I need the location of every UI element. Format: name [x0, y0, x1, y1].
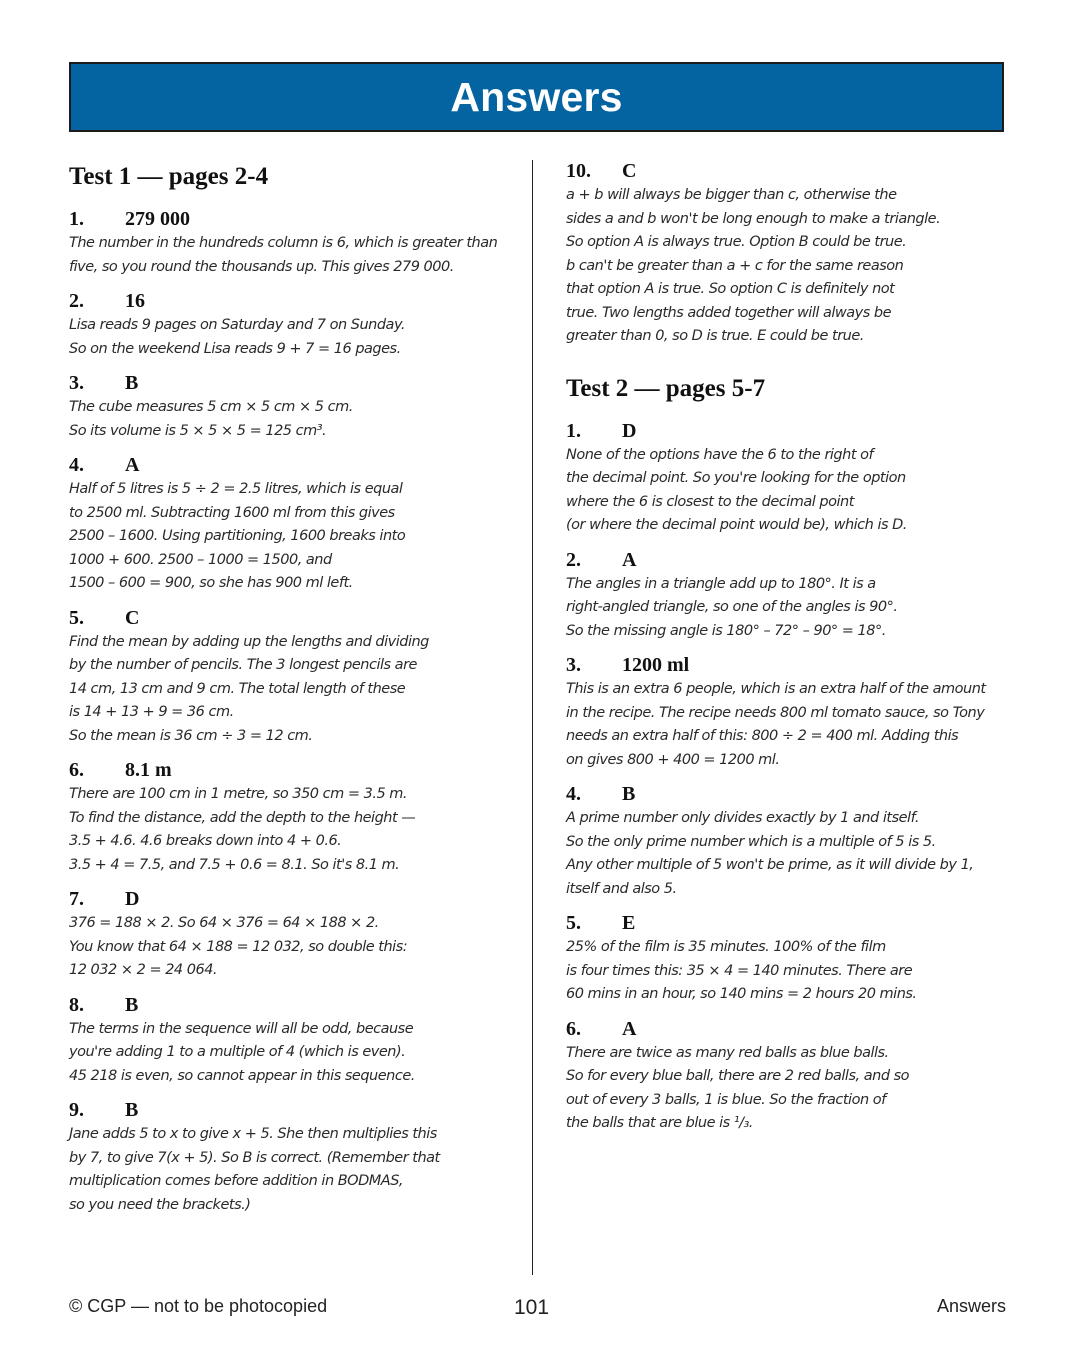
- answer-heading: [69, 206, 519, 232]
- explanation-line: by 7, to give 7(x + 5). So B is correct. (Remember that: [69, 1149, 440, 1166]
- explanation-line: you're adding 1 to a multiple of 4 (which is even).: [69, 1044, 406, 1060]
- explanation-line: five, so you round the thousands up. This gives 279 000.: [69, 258, 454, 275]
- question-number: 3.: [69, 372, 84, 394]
- answer-value: B: [622, 783, 636, 805]
- explanation-line: A prime number only divides exactly by 1 and itself.: [566, 810, 920, 826]
- explanation-line: 3.5 + 4.6. 4.6 breaks down into 4 + 0.6.: [69, 833, 342, 849]
- answer-item: [69, 886, 519, 983]
- answer-value: C: [125, 606, 140, 629]
- explanation-line: 1500 – 600 = 900, so she has 900 ml left.: [69, 575, 353, 591]
- explanation-line: So on the weekend Lisa reads 9 + 7 = 16 pages.: [69, 340, 401, 357]
- explanation-line: To find the distance, add the depth to the height —: [69, 809, 416, 826]
- explanation-line: Jane adds 5 to x to give x + 5. She then multiplies this: [69, 1126, 437, 1142]
- explanation-line: 12 032 × 2 = 24 064.: [69, 962, 218, 978]
- question-number: 5.: [69, 606, 84, 629]
- explanation-line: in the recipe. The recipe needs 800 ml tomato sauce, so Tony: [566, 704, 985, 721]
- question-number: 5.: [566, 912, 581, 934]
- question-number: 6.: [69, 759, 84, 781]
- answer-heading: [566, 652, 1016, 678]
- answer-explanation: [69, 478, 519, 596]
- question-number: 2.: [566, 548, 581, 571]
- explanation-line: 45 218 is even, so cannot appear in this sequence.: [69, 1067, 415, 1084]
- explanation-line: a + b will always be bigger than c, otherwise the: [566, 187, 897, 203]
- answer-heading: [566, 1016, 1016, 1042]
- explanation-line: So the missing angle is 180° – 72° – 90° = 18°.: [566, 622, 886, 639]
- answer-explanation: [69, 396, 519, 443]
- answer-heading: [566, 547, 1016, 573]
- answer-heading: [69, 452, 519, 478]
- left-column: [69, 160, 519, 1226]
- answer-item: [566, 547, 1016, 644]
- answer-explanation: [69, 232, 519, 279]
- answer-heading: [566, 418, 1016, 444]
- explanation-line: You know that 64 × 188 = 12 032, so double this:: [69, 938, 408, 955]
- answer-explanation: [566, 936, 1016, 1007]
- explanation-line: by the number of pencils. The 3 longest pencils are: [69, 657, 417, 673]
- answer-heading: [69, 288, 519, 314]
- explanation-line: 60 mins in an hour, so 140 mins = 2 hours 20 mins.: [566, 986, 917, 1002]
- explanation-line: Any other multiple of 5 won't be prime, as it will divide by 1,: [566, 857, 974, 873]
- answer-item: [69, 605, 519, 749]
- explanation-line: b can't be greater than a + c for the same reason: [566, 257, 904, 274]
- answer-value: C: [622, 160, 637, 182]
- answer-explanation: [69, 912, 519, 983]
- answer-item: [69, 288, 519, 361]
- explanation-line: where the 6 is closest to the decimal point: [566, 493, 854, 510]
- answer-item: [69, 992, 519, 1089]
- section-title-test-1: Test 1 — pages 2-4: [69, 163, 269, 190]
- explanation-line: There are 100 cm in 1 metre, so 350 cm = 3.5 m.: [69, 786, 408, 802]
- answer-explanation: [69, 314, 519, 361]
- answer-heading: [69, 1097, 519, 1123]
- test-2-answers: [566, 418, 1016, 1136]
- test-1-answers: [69, 206, 519, 1217]
- answer-explanation: [69, 1123, 519, 1217]
- explanation-line: The angles in a triangle add up to 180°. It is a: [566, 575, 876, 592]
- answer-heading: [69, 992, 519, 1018]
- explanation-line: The number in the hundreds column is 6, which is greater than: [69, 235, 498, 251]
- answer-value: D: [125, 888, 140, 910]
- answer-item: [566, 418, 1016, 538]
- answer-item: [566, 910, 1016, 1007]
- banner-title: Answers: [450, 73, 623, 120]
- question-number: 1.: [566, 419, 581, 442]
- explanation-line: Find the mean by adding up the lengths and dividing: [69, 633, 429, 650]
- answer-value: A: [125, 454, 140, 476]
- explanation-line: the balls that are blue is ¹/₃.: [566, 1115, 753, 1131]
- explanation-line: So for every blue ball, there are 2 red balls, and so: [566, 1068, 910, 1084]
- answer-heading: [566, 910, 1016, 936]
- explanation-line: None of the options have the 6 to the right of: [566, 446, 874, 463]
- answer-value: B: [125, 1099, 139, 1121]
- explanation-line: to 2500 ml. Subtracting 1600 ml from this gives: [69, 504, 395, 521]
- page-number: 101: [514, 1296, 550, 1319]
- answer-heading: [69, 757, 519, 783]
- answer-heading: [69, 886, 519, 912]
- answer-explanation: [566, 1042, 1016, 1136]
- answer-explanation: [566, 444, 1016, 538]
- explanation-line: 14 cm, 13 cm and 9 cm. The total length of these: [69, 680, 406, 697]
- question-number: 9.: [69, 1099, 84, 1121]
- answer-item: [69, 1097, 519, 1217]
- answer-explanation: [69, 1018, 519, 1089]
- explanation-line: Lisa reads 9 pages on Saturday and 7 on Sunday.: [69, 317, 406, 333]
- explanation-line: is four times this: 35 × 4 = 140 minutes. There are: [566, 962, 913, 979]
- copyright-notice: © CGP — not to be photocopied: [69, 1296, 328, 1316]
- explanation-line: right-angled triangle, so one of the angles is 90°.: [566, 599, 898, 615]
- answer-value: D: [622, 419, 637, 442]
- explanation-line: needs an extra half of this: 800 ÷ 2 = 400 ml. Adding this: [566, 728, 959, 744]
- explanation-line: sides a and b won't be long enough to make a triangle.: [566, 210, 941, 227]
- explanation-line: So the only prime number which is a multiple of 5 is 5.: [566, 833, 936, 850]
- answer-value: E: [622, 912, 636, 934]
- answer-explanation: [566, 573, 1016, 644]
- explanation-line: multiplication comes before addition in BODMAS,: [69, 1173, 404, 1189]
- question-number: 3.: [566, 654, 581, 676]
- explanation-line: So option A is always true. Option B could be true.: [566, 234, 907, 250]
- question-number: 10.: [566, 160, 591, 182]
- explanation-line: The terms in the sequence will all be odd, because: [69, 1020, 414, 1037]
- column-divider: [532, 160, 533, 1275]
- answer-value: A: [622, 548, 637, 571]
- right-column: [566, 158, 1016, 1145]
- section-title-test-2: Test 2 — pages 5-7: [566, 374, 766, 402]
- answer-value: 1200 ml: [622, 654, 690, 676]
- explanation-line: The cube measures 5 cm × 5 cm × 5 cm.: [69, 399, 353, 415]
- answer-value: 279 000: [125, 208, 190, 230]
- explanation-line: so you need the brackets.): [69, 1196, 251, 1213]
- answer-value: A: [622, 1017, 637, 1040]
- answer-value: 16: [125, 290, 145, 312]
- explanation-line: Half of 5 litres is 5 ÷ 2 = 2.5 litres, which is equal: [69, 481, 403, 497]
- answer-item: [566, 158, 1016, 349]
- question-number: 7.: [69, 888, 84, 910]
- explanation-line: the decimal point. So you're looking for the option: [566, 470, 906, 486]
- explanation-line: itself and also 5.: [566, 880, 677, 897]
- answer-item: [69, 206, 519, 279]
- explanation-line: on gives 800 + 400 = 1200 ml.: [566, 751, 780, 768]
- question-number: 2.: [69, 290, 84, 312]
- question-number: 8.: [69, 993, 84, 1016]
- explanation-line: 3.5 + 4 = 7.5, and 7.5 + 0.6 = 8.1. So it's 8.1 m.: [69, 856, 400, 873]
- footer-section-label: Answers: [936, 1296, 1006, 1316]
- question-number: 1.: [69, 208, 84, 230]
- answer-value: B: [125, 993, 139, 1016]
- answers-banner: [69, 62, 1004, 132]
- answer-heading: [69, 370, 519, 396]
- answer-item: [69, 370, 519, 443]
- answer-explanation: [566, 807, 1016, 901]
- explanation-line: There are twice as many red balls as blue balls.: [566, 1044, 889, 1061]
- question-number: 6.: [566, 1017, 581, 1040]
- answer-explanation: [69, 631, 519, 749]
- explanation-line: true. Two lengths added together will always be: [566, 304, 892, 321]
- answer-value: 8.1 m: [125, 759, 172, 781]
- explanation-line: So its volume is 5 × 5 × 5 = 125 cm³.: [69, 422, 327, 439]
- answer-item: [566, 781, 1016, 901]
- explanation-line: 1000 + 600. 2500 – 1000 = 1500, and: [69, 551, 332, 568]
- answer-explanation: [566, 678, 1016, 772]
- explanation-line: 25% of the film is 35 minutes. 100% of the film: [566, 939, 886, 955]
- explanation-line: that option A is true. So option C is definitely not: [566, 281, 895, 297]
- explanation-line: So the mean is 36 cm ÷ 3 = 12 cm.: [69, 727, 313, 744]
- answer-heading: [566, 781, 1016, 807]
- answer-item: [69, 757, 519, 877]
- answer-item: [69, 452, 519, 596]
- question-number: 4.: [566, 783, 581, 805]
- explanation-line: (or where the decimal point would be), which is D.: [566, 517, 907, 533]
- answer-explanation: [69, 783, 519, 877]
- explanation-line: 2500 – 1600. Using partitioning, 1600 breaks into: [69, 528, 406, 544]
- answer-item: [566, 1016, 1016, 1136]
- answer-explanation: [566, 184, 1016, 349]
- answer-value: B: [125, 372, 139, 394]
- question-number: 4.: [69, 454, 84, 476]
- explanation-line: out of every 3 balls, 1 is blue. So the fraction of: [566, 1091, 886, 1108]
- explanation-line: greater than 0, so D is true. E could be true.: [566, 328, 864, 344]
- explanation-line: 376 = 188 × 2. So 64 × 376 = 64 × 188 × 2.: [69, 915, 379, 931]
- explanation-line: This is an extra 6 people, which is an extra half of the amount: [566, 681, 986, 697]
- answer-heading: [69, 605, 519, 631]
- answer-item: [566, 652, 1016, 772]
- answer-heading: [566, 158, 1016, 184]
- explanation-line: is 14 + 13 + 9 = 36 cm.: [69, 704, 234, 720]
